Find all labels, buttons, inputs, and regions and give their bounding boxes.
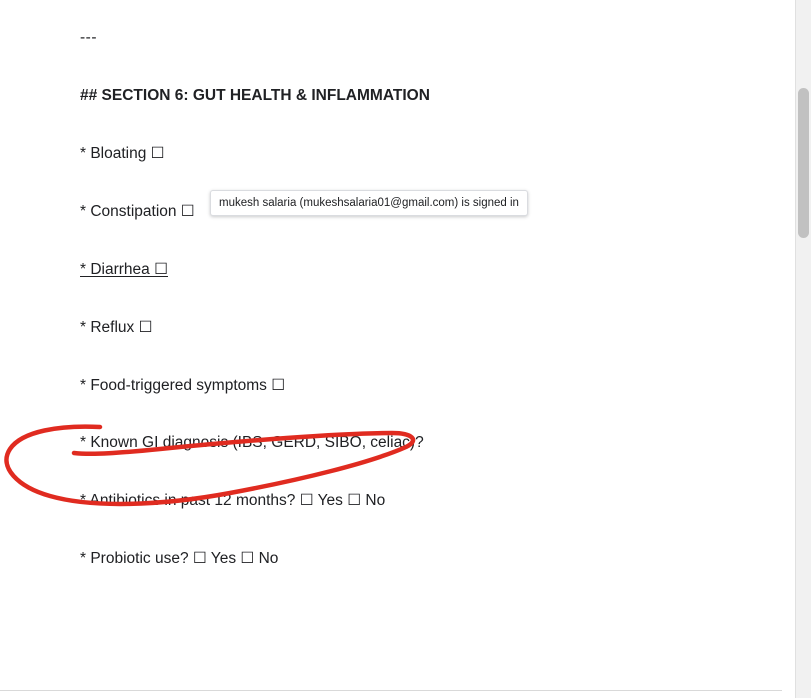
document-line-section-heading: ## SECTION 6: GUT HEALTH & INFLAMMATION [80, 86, 430, 104]
document-line-diarrhea-text: * Diarrhea ☐ [80, 260, 168, 278]
collaborator-presence-tooltip [210, 190, 528, 216]
document-line-diarrhea [80, 260, 740, 281]
document-text-body[interactable] [80, 28, 740, 607]
vertical-scrollbar[interactable] [795, 0, 811, 698]
collaborator-presence-text: mukesh salaria (mukeshsalaria01@gmail.com) is signed in [219, 197, 519, 209]
document-line-constipation: * Constipation ☐ [80, 202, 195, 220]
document-line-food-triggered-symptoms: * Food-triggered symptoms ☐ [80, 376, 286, 394]
document-line-reflux: * Reflux ☐ [80, 318, 153, 336]
document-line-bloating: * Bloating ☐ [80, 144, 165, 162]
document-line-antibiotics: * Antibiotics in past 12 months? ☐ Yes ☐ No [80, 492, 386, 510]
page-bottom-edge [0, 690, 782, 698]
vertical-scrollbar-thumb[interactable] [798, 88, 809, 238]
document-line-divider: --- [80, 29, 97, 46]
document-line-probiotic-use: * Probiotic use? ☐ Yes ☐ No [80, 550, 279, 568]
document-line-known-gi-diagnosis: * Known GI diagnosis (IBS, GERD, SIBO, celiac)? [80, 434, 424, 452]
